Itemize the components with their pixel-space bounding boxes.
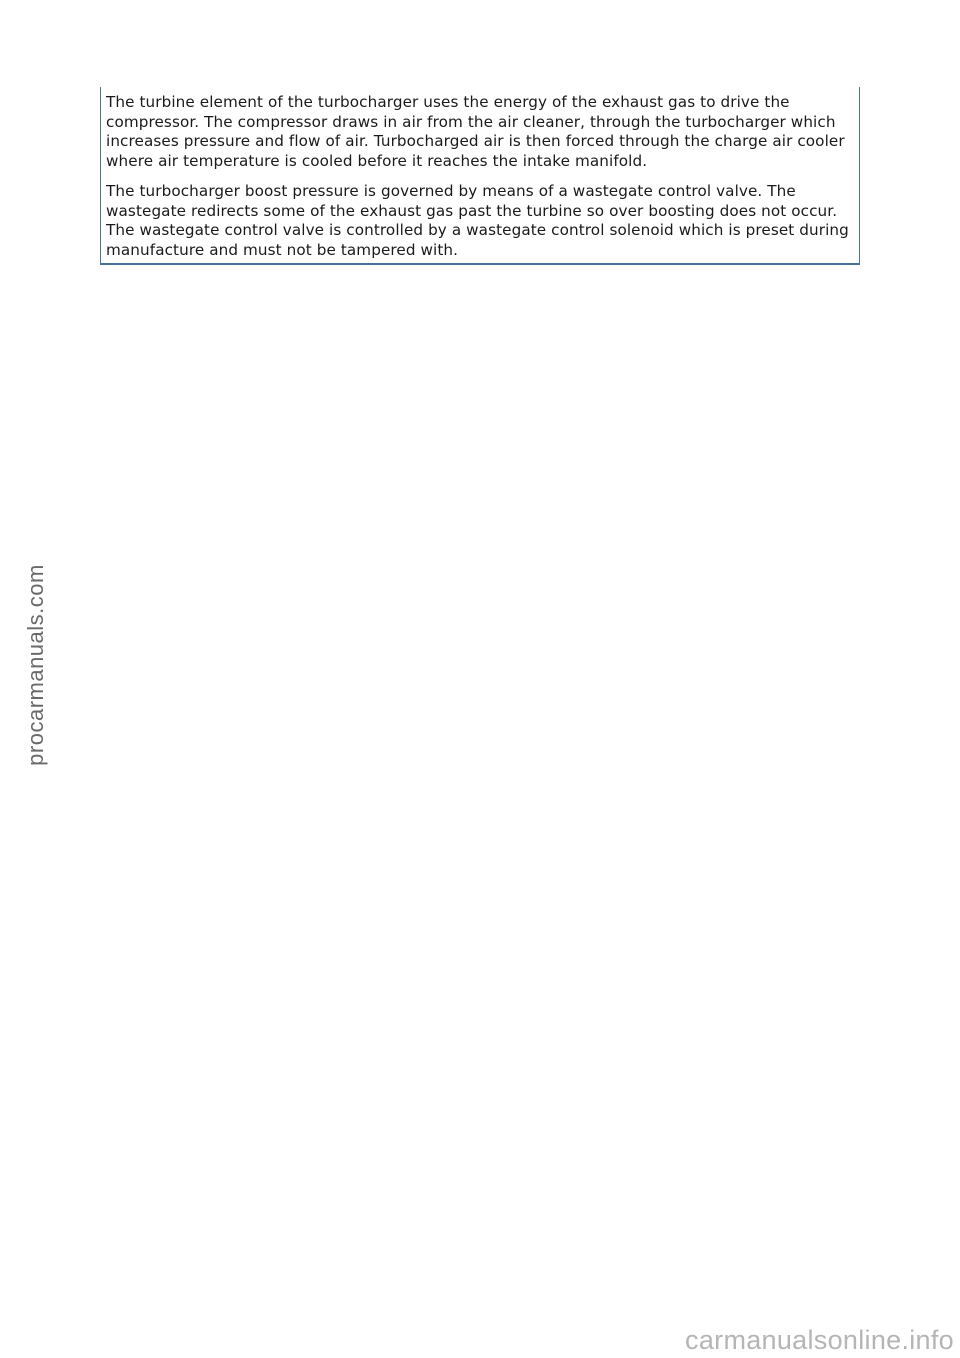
paragraph-turbocharger-operation: The turbine element of the turbocharger uses the energy of the exhaust gas to drive the compressor. The compressor draws in air from the air cleaner, through the turbocharger which increases pressure and flow of air. Turbocharged air is then forced through the charge air cooler where air temperature is cooled before it reaches the intake manifold. (106, 93, 845, 170)
manual-text-box (100, 87, 860, 265)
side-watermark: procarmanuals.com (23, 564, 48, 766)
paragraph-wastegate-control: The turbocharger boost pressure is governed by means of a wastegate control valve. The wastegate redirects some of the exhaust gas past the turbine so over boosting does not occur. The wastegate control valve is controlled by a wastegate control solenoid which is preset during manufacture and must not be tampered with. (106, 182, 849, 259)
bottom-watermark: carmanualsonline.info (685, 1325, 954, 1355)
